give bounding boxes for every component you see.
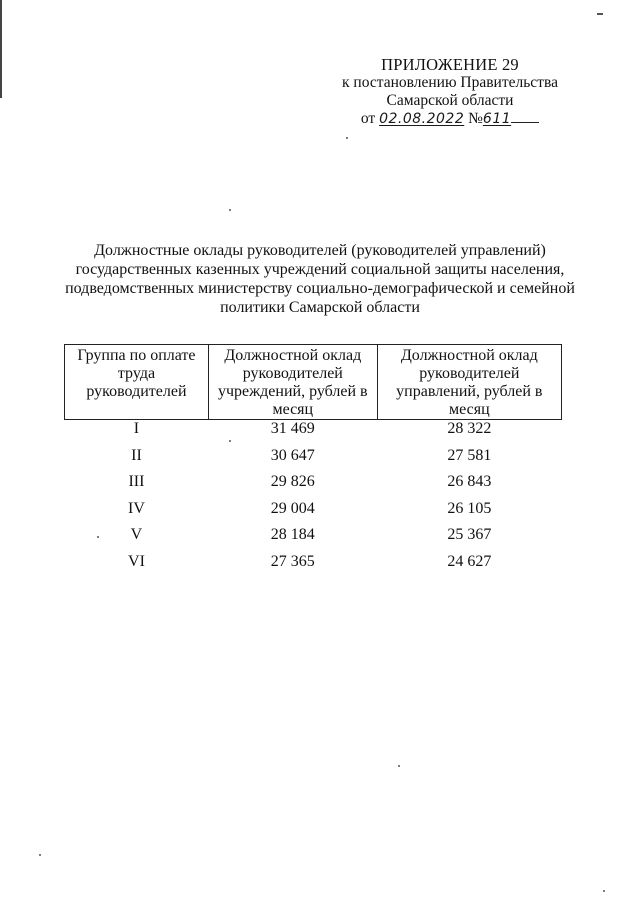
scan-corner-mark (597, 13, 603, 15)
header-department-salary: Должностной оклад руководителей управлений, рублей в месяц (377, 345, 561, 420)
table-row (65, 473, 562, 500)
table-row (65, 553, 562, 580)
department-salary-cell: 27 581 (447, 446, 492, 464)
appendix-block (330, 56, 570, 128)
table-row (65, 526, 562, 553)
heading-line-1: Должностные оклады руководителей (руководителей управлений) (94, 242, 546, 259)
institution-salary-cell: 28 184 (270, 526, 315, 543)
institution-salary-cell: 29 004 (270, 499, 315, 517)
heading-line-3: подведомственных министерству социально-демографической и семейной (65, 280, 575, 297)
table-row (65, 500, 562, 527)
appendix-resolution-line: к постановлению Правительства (342, 74, 558, 91)
date-prefix: от (360, 110, 376, 127)
heading-line-2: государственных казенных учреждений социальной защиты населения, (75, 261, 565, 278)
document-heading (60, 241, 580, 317)
department-salary-cell: 28 322 (447, 420, 492, 437)
group-cell: I (133, 420, 140, 437)
scan-edge-mark (0, 0, 2, 98)
group-cell: IV (128, 499, 145, 517)
institution-salary-cell: 29 826 (270, 473, 315, 490)
scan-speck (603, 890, 605, 892)
group-cell: II (131, 446, 142, 464)
group-cell: III (128, 473, 145, 490)
department-salary-cell: 26 843 (447, 473, 492, 490)
table-header-row (65, 345, 562, 420)
header-group: Группа по оплате труда руководителей (65, 345, 209, 420)
table-row (65, 420, 562, 447)
heading-line-4: политики Самарской области (220, 299, 420, 316)
department-salary-cell: 25 367 (447, 526, 492, 543)
institution-salary-cell: 30 647 (270, 446, 315, 464)
scan-speck (398, 765, 400, 767)
department-salary-cell: 24 627 (447, 552, 492, 570)
handwritten-date: 02.08.2022 (379, 111, 465, 127)
department-salary-cell: 26 105 (447, 499, 492, 517)
appendix-date-line (330, 110, 570, 128)
table-row (65, 447, 562, 474)
number-prefix: № (468, 110, 483, 127)
salary-table (64, 344, 562, 579)
header-institution-salary: Должностной оклад руководителей учреждений, рублей в месяц (208, 345, 377, 420)
group-cell: VI (128, 552, 145, 570)
appendix-title: ПРИЛОЖЕНИЕ 29 (381, 55, 519, 74)
scan-speck (229, 209, 231, 211)
number-underline (511, 110, 539, 123)
group-cell: V (130, 526, 143, 543)
scan-speck (39, 854, 41, 856)
handwritten-number: 611 (482, 111, 512, 127)
institution-salary-cell: 31 469 (270, 420, 315, 437)
scan-speck (346, 137, 348, 139)
appendix-region-line: Самарской области (386, 92, 514, 109)
institution-salary-cell: 27 365 (270, 552, 315, 570)
